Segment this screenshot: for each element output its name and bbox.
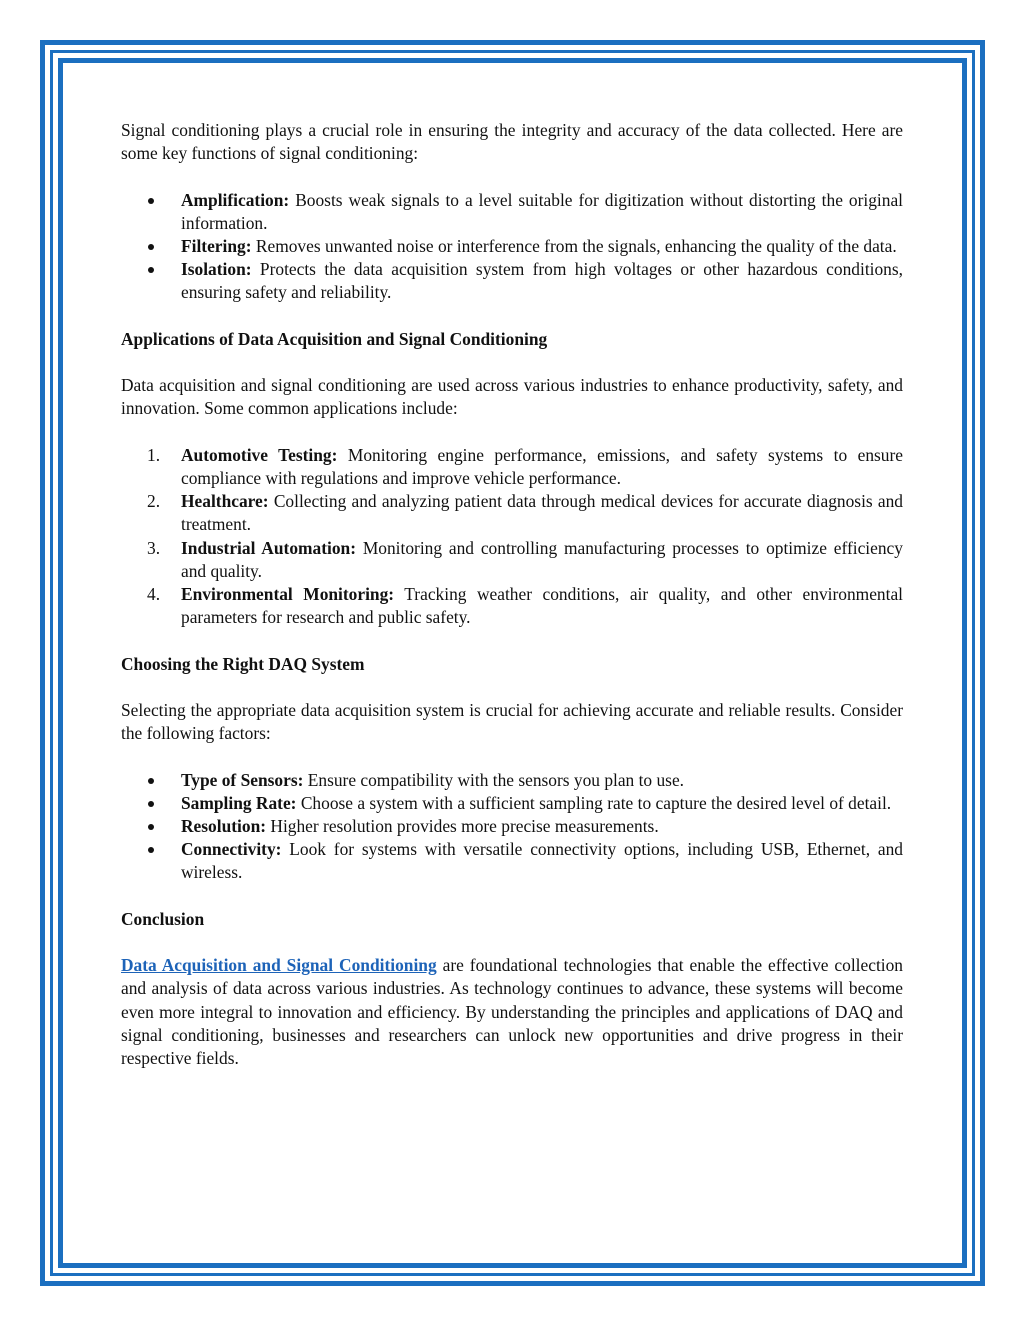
list-item [121, 189, 903, 235]
factors-list [121, 769, 903, 885]
intro-paragraph: Signal conditioning plays a crucial role in ensuring the integrity and accuracy of the data collected. Here are some key functions of signal conditioning: [121, 120, 903, 164]
item-term: Isolation: [181, 259, 252, 280]
bullet-icon [148, 824, 154, 830]
conclusion-text: are foundational technologies that enable the effective collection and analysis of data across various industries. As technology continues to advance, these systems will become even more integral to innovation and efficiency. By understanding the principles and applications of DAQ and signal conditioning, businesses and researchers can unlock new opportunities and drive progress in their respective fields. [121, 955, 903, 1068]
section-heading-choosing: Choosing the Right DAQ System [121, 653, 365, 674]
list-item [121, 235, 903, 258]
item-term: Healthcare: [181, 491, 269, 512]
item-term: Type of Sensors: [181, 769, 304, 790]
choosing-intro: Selecting the appropriate data acquisition system is crucial for achieving accurate and reliable results. Consider the following factors: [121, 699, 903, 744]
item-term: Sampling Rate: [181, 792, 297, 813]
item-desc: Choose a system with a sufficient sampling rate to capture the desired level of detail. [300, 792, 892, 813]
bullet-icon [148, 801, 154, 807]
list-item [121, 583, 903, 629]
item-desc: Tracking weather conditions, air quality, and other environmental parameters for research and public safety. [181, 584, 904, 628]
item-term: Industrial Automation: [181, 537, 356, 558]
section-heading-applications: Applications of Data Acquisition and Signal Conditioning [121, 328, 548, 349]
item-term: Filtering: [181, 236, 252, 256]
item-desc: Monitoring engine performance, emissions, and safety systems to ensure compliance with regulations and improve vehicle performance. [181, 444, 903, 488]
item-desc: Higher resolution provides more precise measurements. [270, 815, 659, 836]
item-term: Connectivity: [181, 839, 282, 860]
item-desc: Collecting and analyzing patient data through medical devices for accurate diagnosis and treatment. [181, 491, 903, 535]
item-desc: Boosts weak signals to a level suitable for digitization without distorting the original information. [181, 189, 903, 233]
functions-list [121, 189, 903, 305]
item-term: Amplification: [181, 189, 290, 210]
bullet-icon [148, 198, 154, 204]
bullet-icon [148, 244, 154, 250]
item-desc: Protects the data acquisition system from high voltages or other hazardous conditions, ensuring safety and reliability. [181, 259, 903, 303]
list-item [121, 838, 903, 884]
item-desc: Look for systems with versatile connectivity options, including USB, Ethernet, and wireless. [181, 839, 903, 883]
list-item [121, 444, 903, 490]
item-term: Environmental Monitoring: [181, 584, 395, 604]
bullet-icon [148, 847, 154, 853]
section-heading-conclusion: Conclusion [121, 908, 205, 929]
list-item [121, 815, 903, 838]
list-item [121, 490, 903, 536]
applications-list [121, 444, 903, 630]
conclusion-paragraph [121, 954, 903, 1070]
item-term: Automotive Testing: [181, 444, 338, 465]
item-desc: Ensure compatibility with the sensors you plan to use. [307, 769, 685, 790]
bullet-icon [148, 778, 154, 784]
list-item [121, 258, 903, 304]
item-number: 2. [147, 491, 161, 512]
bullet-icon [148, 267, 154, 273]
item-desc: Removes unwanted noise or interference from the signals, enhancing the quality of the data. [255, 236, 897, 256]
item-number: 4. [147, 584, 161, 604]
item-desc: Monitoring and controlling manufacturing processes to optimize efficiency and quality. [181, 537, 903, 581]
list-item [121, 769, 903, 792]
item-number: 1. [147, 444, 161, 465]
document-body [121, 119, 903, 1070]
conclusion-link[interactable]: Data Acquisition and Signal Conditioning [121, 955, 437, 976]
list-item [121, 537, 903, 583]
item-number: 3. [147, 537, 161, 558]
list-item [121, 792, 903, 815]
item-term: Resolution: [181, 815, 267, 836]
applications-intro: Data acquisition and signal conditioning are used across various industries to enhance productivity, safety, and innovation. Some common applications include: [121, 375, 903, 419]
